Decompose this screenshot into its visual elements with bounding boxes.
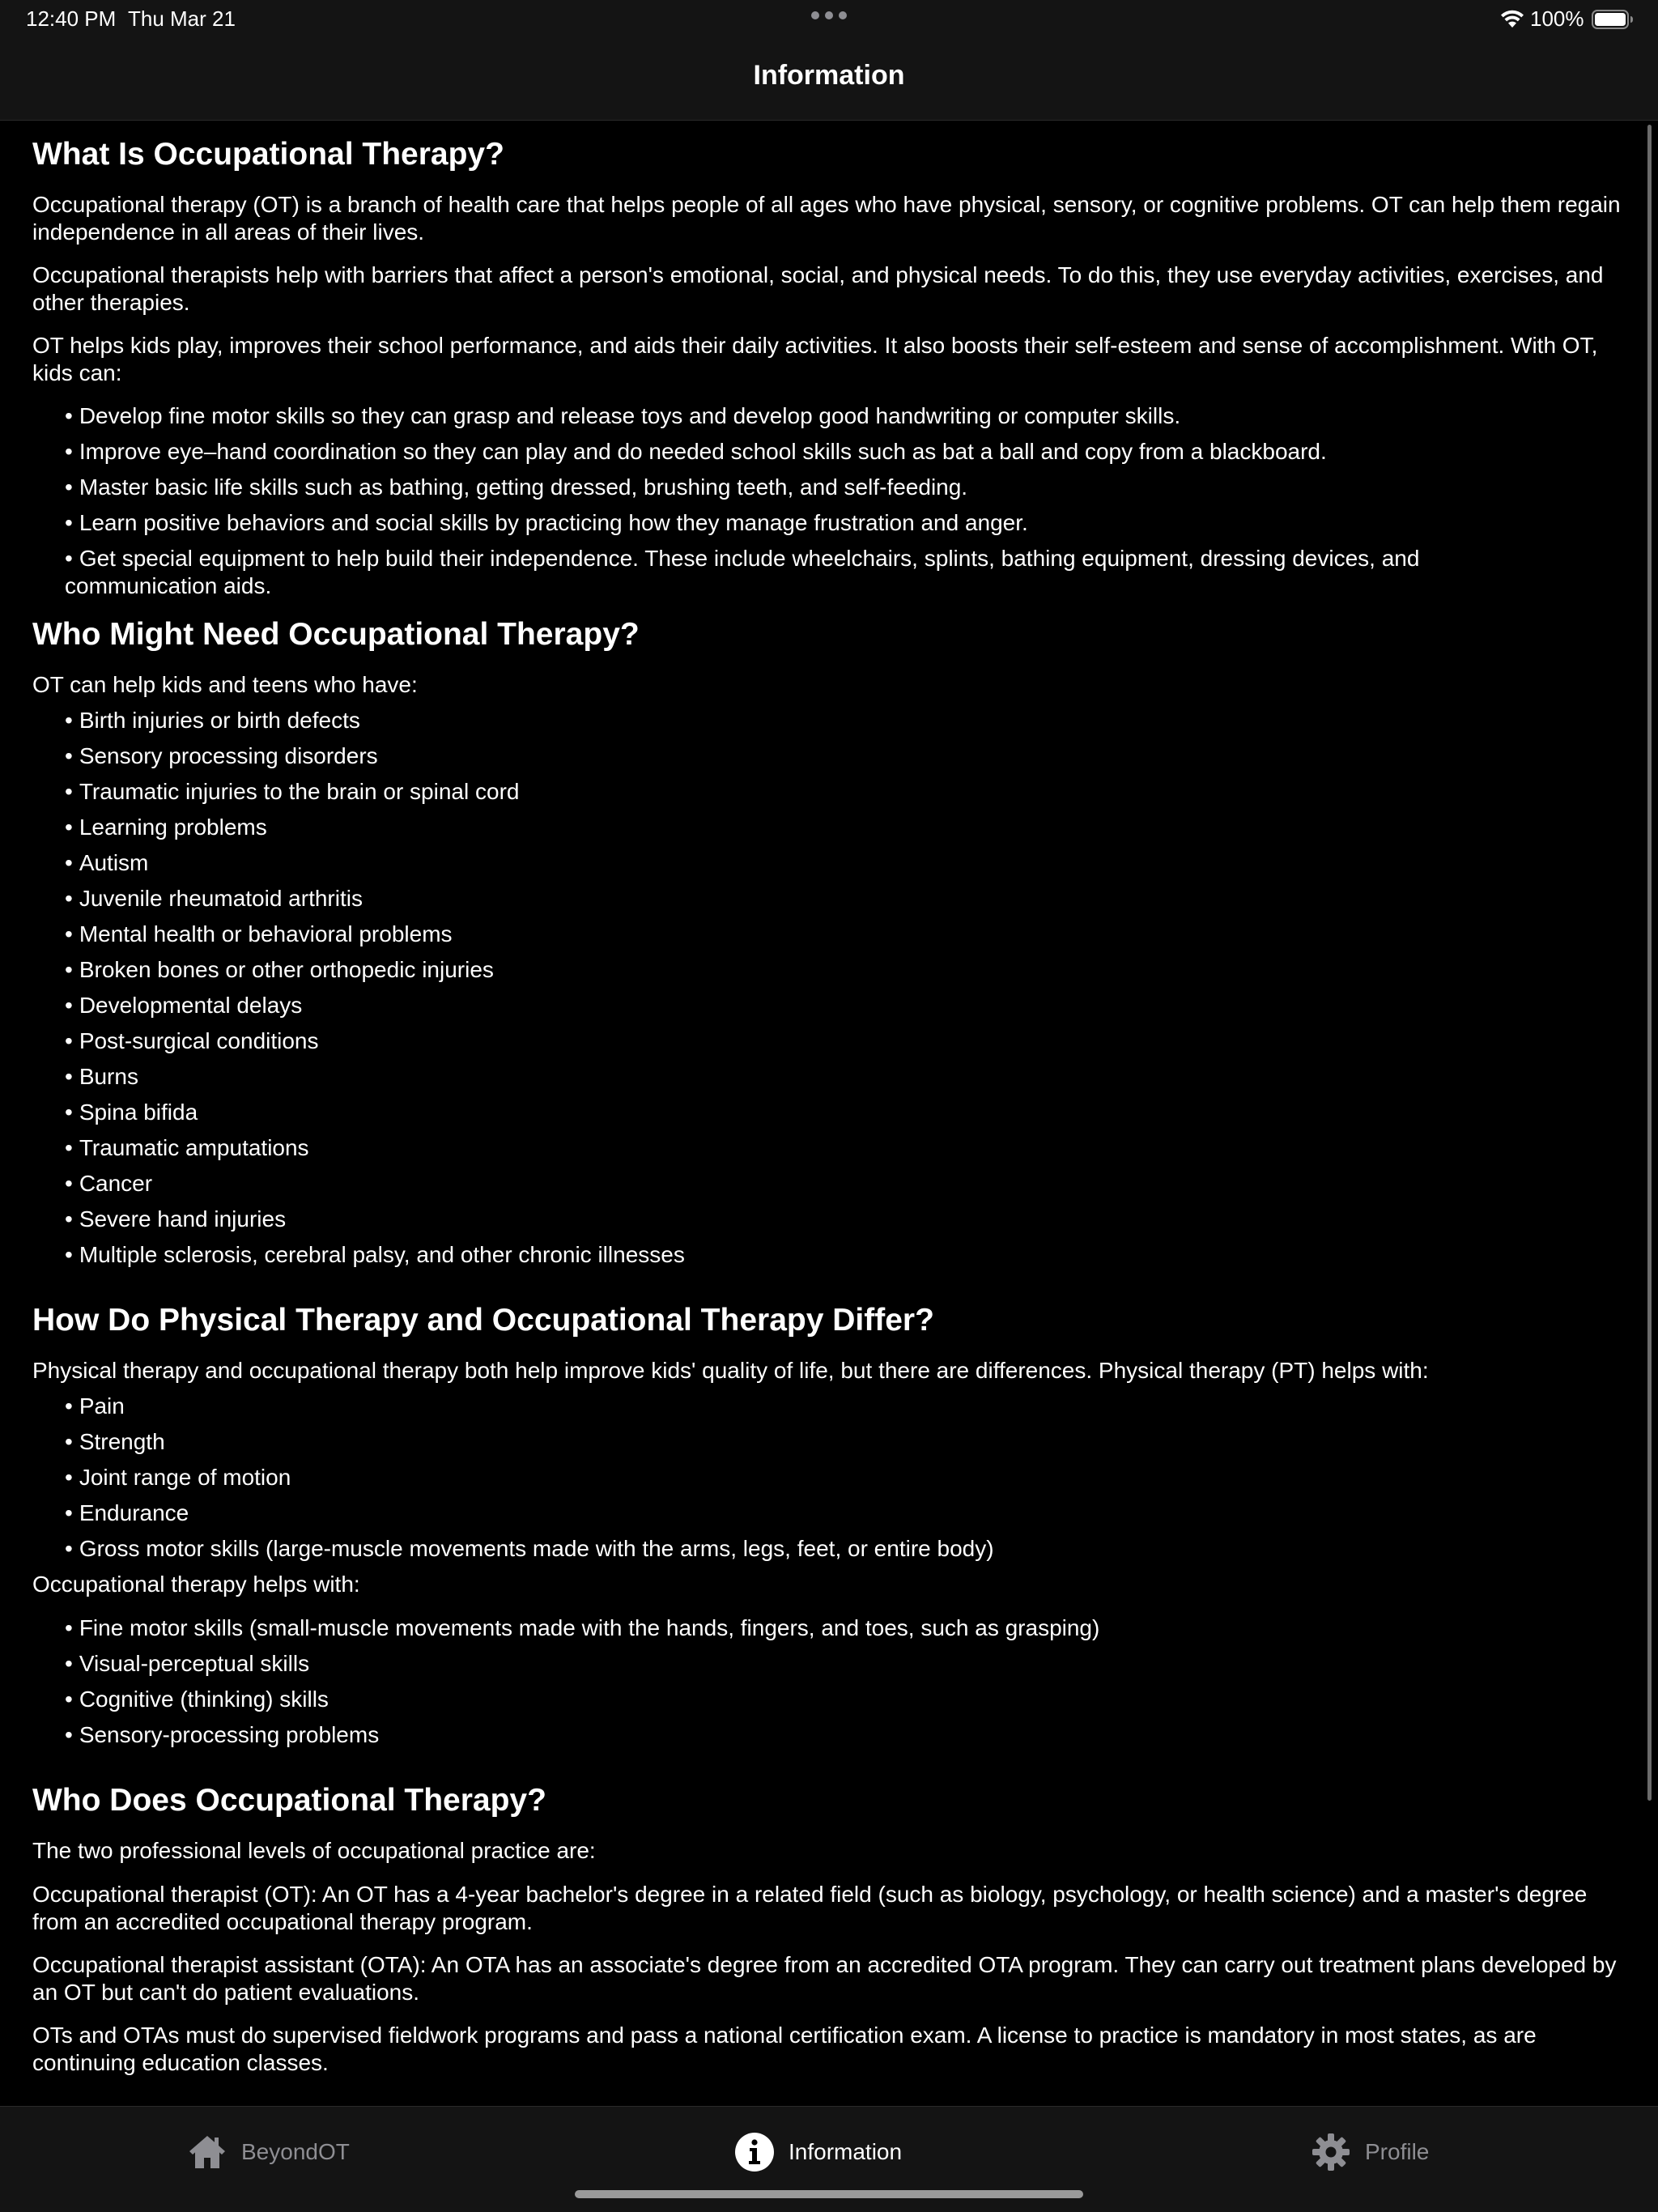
list-item: • Get special equipment to help build their independence. These include wheelchairs, splints, bathing equipment, dressing devices, and communication aids. bbox=[65, 546, 1420, 598]
section-heading: What Is Occupational Therapy? bbox=[32, 137, 504, 172]
battery-icon bbox=[1592, 10, 1634, 29]
list-item-text: Improve eye–hand coordination so they can play and do needed school skills such as bat a ball and copy from a blackboard. bbox=[79, 439, 1327, 464]
navigation-bar bbox=[0, 39, 1658, 121]
list-item-text: Traumatic amputations bbox=[79, 1135, 309, 1160]
list-item-text: Broken bones or other orthopedic injuries bbox=[79, 957, 494, 982]
tab-label: Profile bbox=[1365, 2139, 1430, 2164]
list-item-text: Master basic life skills such as bathing, getting dressed, brushing teeth, and self-feeding. bbox=[79, 474, 968, 500]
list-item: • Multiple sclerosis, cerebral palsy, and other chronic illnesses bbox=[65, 1242, 685, 1267]
paragraph: The two professional levels of occupational practice are: bbox=[32, 1838, 596, 1863]
list-item-text: Juvenile rheumatoid arthritis bbox=[79, 886, 363, 911]
tab-label: Information bbox=[789, 2139, 903, 2164]
tab-profile[interactable] bbox=[1310, 2128, 1429, 2176]
list-item-text: Strength bbox=[79, 1429, 165, 1454]
scroll-indicator[interactable] bbox=[1647, 125, 1652, 1801]
list-item-text: Sensory-processing problems bbox=[79, 1722, 380, 1747]
tab-label: BeyondOT bbox=[241, 2139, 350, 2164]
list-item: • Autism bbox=[65, 850, 149, 875]
list-item-text: Autism bbox=[79, 850, 149, 875]
list-item: • Mental health or behavioral problems bbox=[65, 921, 453, 946]
paragraph: Physical therapy and occupational therapy both help improve kids' quality of life, but there are differences. Physical therapy (PT) helps with: bbox=[32, 1358, 1429, 1383]
gear-icon bbox=[1310, 2131, 1352, 2173]
list-item-text: Traumatic injuries to the brain or spinal cord bbox=[79, 779, 520, 804]
paragraph: OT can help kids and teens who have: bbox=[32, 672, 418, 697]
information-scroll-view[interactable] bbox=[0, 121, 1658, 2106]
list-item: • Pain bbox=[65, 1393, 125, 1419]
section-heading: How Do Physical Therapy and Occupational Therapy Differ? bbox=[32, 1303, 934, 1338]
paragraph: Occupational therapist assistant (OTA): An OTA has an associate's degree from an accredited OTA program. They can carry out treatment plans developed by an OT but can't do patient evaluations. bbox=[32, 1952, 1617, 2005]
list-item: • Improve eye–hand coordination so they can play and do needed school skills such as bat a ball and copy from a blackboard. bbox=[65, 439, 1327, 464]
section-heading: Who Does Occupational Therapy? bbox=[32, 1783, 546, 1818]
status-date: Thu Mar 21 bbox=[128, 6, 236, 31]
list-item-text: Mental health or behavioral problems bbox=[79, 921, 453, 946]
list-item-text: Get special equipment to help build their independence. These include wheelchairs, splints, bathing equipment, dressing devices, and communication aids. bbox=[65, 546, 1420, 598]
page-title: Information bbox=[753, 60, 905, 91]
tab-information[interactable] bbox=[733, 2128, 902, 2176]
paragraph: Occupational therapy helps with: bbox=[32, 1572, 360, 1597]
list-item: • Develop fine motor skills so they can grasp and release toys and develop good handwriting or computer skills. bbox=[65, 403, 1181, 428]
list-item: • Cognitive (thinking) skills bbox=[65, 1687, 329, 1712]
tab-beyondot[interactable] bbox=[186, 2128, 350, 2176]
paragraph: OT helps kids play, improves their school performance, and aids their daily activities. It also boosts their self-esteem and sense of accomplishment. With OT, kids can: bbox=[32, 333, 1598, 385]
list-item: • Sensory-processing problems bbox=[65, 1722, 380, 1747]
section-heading: Who Might Need Occupational Therapy? bbox=[32, 617, 640, 652]
list-item-text: Birth injuries or birth defects bbox=[79, 708, 360, 733]
info-icon bbox=[733, 2131, 776, 2173]
home-indicator[interactable] bbox=[575, 2190, 1083, 2198]
status-bar bbox=[0, 0, 1658, 39]
list-item: • Joint range of motion bbox=[65, 1465, 291, 1490]
list-item-text: Joint range of motion bbox=[79, 1465, 291, 1490]
list-item: • Master basic life skills such as bathing, getting dressed, brushing teeth, and self-feeding. bbox=[65, 474, 968, 500]
list-item: • Developmental delays bbox=[65, 993, 303, 1018]
list-item: • Birth injuries or birth defects bbox=[65, 708, 360, 733]
list-item: • Spina bifida bbox=[65, 1100, 198, 1125]
list-item: • Fine motor skills (small-muscle movements made with the hands, fingers, and toes, such as grasping) bbox=[65, 1615, 1100, 1640]
list-item-text: Learning problems bbox=[79, 815, 267, 840]
list-item-text: Post-surgical conditions bbox=[79, 1028, 319, 1053]
list-item-text: Developmental delays bbox=[79, 993, 303, 1018]
list-item-text: Learn positive behaviors and social skills by practicing how they manage frustration and anger. bbox=[79, 510, 1028, 535]
paragraph: Occupational therapy (OT) is a branch of health care that helps people of all ages who have physical, sensory, or cognitive problems. OT can help them regain independence in all areas of their lives. bbox=[32, 192, 1621, 245]
list-item-text: Pain bbox=[79, 1393, 125, 1419]
list-item: • Severe hand injuries bbox=[65, 1206, 287, 1231]
list-item-text: Sensory processing disorders bbox=[79, 743, 378, 768]
list-item-text: Burns bbox=[79, 1064, 138, 1089]
list-item-text: Gross motor skills (large-muscle movements made with the arms, legs, feet, or entire body) bbox=[79, 1536, 994, 1561]
list-item-text: Spina bifida bbox=[79, 1100, 198, 1125]
list-item: • Visual-perceptual skills bbox=[65, 1651, 310, 1676]
list-item-text: Cancer bbox=[79, 1171, 153, 1196]
list-item-text: Multiple sclerosis, cerebral palsy, and other chronic illnesses bbox=[79, 1242, 685, 1267]
paragraph: Occupational therapist (OT): An OT has a 4-year bachelor's degree in a related field (such as biology, psychology, or health science) and a master's degree from an accredited occupational therapy program. bbox=[32, 1882, 1588, 1934]
list-item: • Post-surgical conditions bbox=[65, 1028, 319, 1053]
list-item: • Cancer bbox=[65, 1171, 153, 1196]
multitasking-dots-icon[interactable] bbox=[811, 11, 847, 21]
list-item: • Learning problems bbox=[65, 815, 267, 840]
list-item: • Traumatic amputations bbox=[65, 1135, 309, 1160]
list-item-text: Severe hand injuries bbox=[79, 1206, 287, 1231]
status-time: 12:40 PM bbox=[26, 6, 117, 31]
list-item-text: Cognitive (thinking) skills bbox=[79, 1687, 329, 1712]
battery-percentage: 100% bbox=[1530, 6, 1584, 31]
list-item-text: Endurance bbox=[79, 1500, 189, 1525]
list-item: • Endurance bbox=[65, 1500, 189, 1525]
wifi-icon bbox=[1499, 8, 1525, 29]
paragraph: OTs and OTAs must do supervised fieldwork programs and pass a national certification exam. A license to practice is mandatory in most states, as are continuing education classes. bbox=[32, 2023, 1537, 2075]
list-item: • Broken bones or other orthopedic injuries bbox=[65, 957, 494, 982]
list-item: • Gross motor skills (large-muscle movements made with the arms, legs, feet, or entire body) bbox=[65, 1536, 994, 1561]
list-item: • Sensory processing disorders bbox=[65, 743, 378, 768]
list-item: • Strength bbox=[65, 1429, 165, 1454]
list-item: • Traumatic injuries to the brain or spinal cord bbox=[65, 779, 520, 804]
list-item: • Juvenile rheumatoid arthritis bbox=[65, 886, 363, 911]
paragraph: Occupational therapists help with barriers that affect a person's emotional, social, and physical needs. To do this, they use everyday activities, exercises, and other therapies. bbox=[32, 262, 1604, 315]
list-item-text: Develop fine motor skills so they can grasp and release toys and develop good handwriting or computer skills. bbox=[79, 403, 1181, 428]
list-item-text: Visual-perceptual skills bbox=[79, 1651, 310, 1676]
list-item: • Burns bbox=[65, 1064, 138, 1089]
list-item: • Learn positive behaviors and social skills by practicing how they manage frustration and anger. bbox=[65, 510, 1028, 535]
house-icon bbox=[186, 2131, 228, 2173]
list-item-text: Fine motor skills (small-muscle movements made with the hands, fingers, and toes, such as grasping) bbox=[79, 1615, 1100, 1640]
